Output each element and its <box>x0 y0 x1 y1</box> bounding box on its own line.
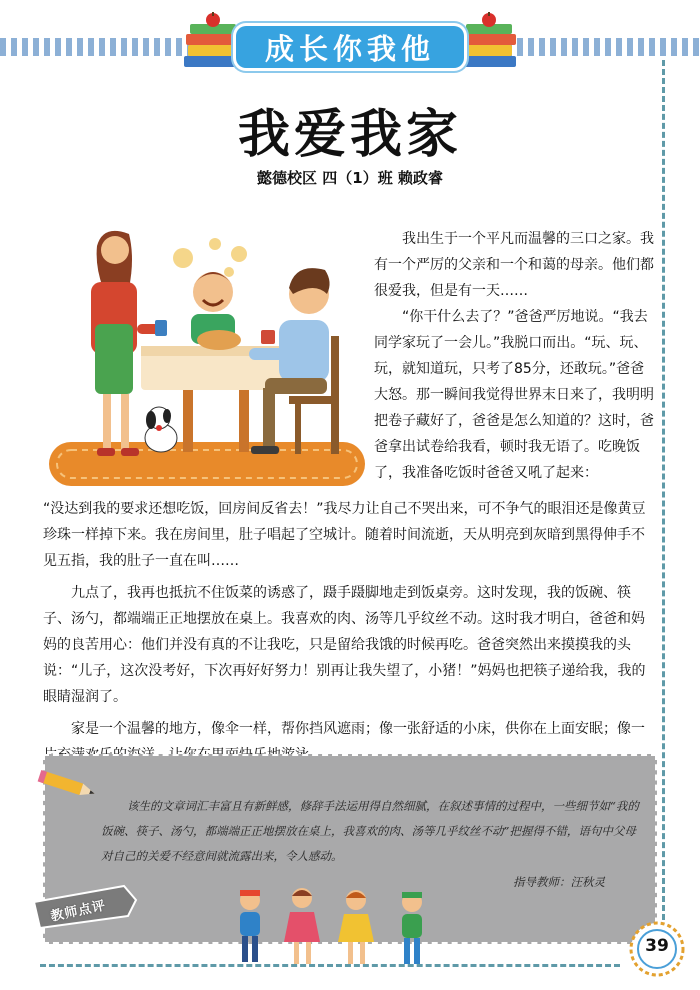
review-label: 教师点评 <box>49 898 108 925</box>
article-byline: 懿德校区 四（1）班 赖政睿 <box>257 169 443 187</box>
paragraph: 我出生于一个平凡而温馨的三口之家。我有一个严厉的父亲和一个和蔼的母亲。他们都很爱我，但是有一天…… <box>374 231 654 299</box>
pencil-icon <box>36 768 100 802</box>
paragraph-continuation: “没达到我的要求还想吃饭，回房间反省去！”我尽力让自己不哭出来，可不争气的眼泪还是像黄豆珍珠一样掉下来。我在房间里，肚子唱起了空城计。随着时间流逝，天从明亮到灰暗到黑得伸手不见五指，我的肚子一直在叫…… <box>43 501 646 569</box>
kids-illustration <box>228 884 440 974</box>
paragraph: 九点了，我再也抵抗不住饭菜的诱惑了，蹑手蹑脚地走到饭桌旁。这时发现，我的饭碗、筷子、汤勺，都端端正正地摆放在桌上。我喜欢的肉、汤等几乎纹丝不动。这时我才明白，爸爸和妈妈的良苦用心：他们并没有真的不让我吃，只是留给我饿的时候再吃。爸爸突然出来摸摸我的头说：“儿子，这次没考好，下次再好好努力！别再让我失望了，小猪！”妈妈也把筷子递给我，我的眼睛湿润了。 <box>43 585 646 705</box>
banner-title: 成长你我他 <box>264 31 435 66</box>
page-number: 39 <box>645 936 669 956</box>
article-title: 我爱我家 <box>237 104 462 165</box>
side-text-block <box>374 226 656 486</box>
review-teacher: 指导教师：汪秋灵 <box>513 875 605 889</box>
review-comment: 该生的文章词汇丰富且有新鲜感，修辞手法运用得自然细腻，在叙述事情的过程中，一些细节如“我的饭碗、筷子、汤勺，都端端正正地摆放在桌上，我喜欢的肉、汤等几乎纹丝不动”把握得不错，语句中父母对自己的关爱不经意间就流露出来，令人感动。 <box>101 799 639 863</box>
paragraph: 家是一个温馨的地方，像伞一样，帮你挡风遮雨；像一张舒适的小床，供你在上面安眠；像一 <box>71 721 645 737</box>
page-border-right <box>662 60 665 920</box>
full-text-block <box>43 496 657 768</box>
section-banner <box>236 26 464 68</box>
family-dinner-illustration <box>43 228 375 488</box>
paragraph: “你干什么去了？”爸爸严厉地说。“我去同学家玩了一会儿。”我脱口而出。“玩、玩、玩，就知道玩，只考了85分，还敢玩。”爸爸大怒。那一瞬间我觉得世界末日来了，我明明把卷子藏好了，爸爸是怎么知道的？这时，爸爸拿出试卷给我看，顿时我无语了。吃晚饭了，我准备吃饭时爸爸又吼了起来： <box>374 309 654 481</box>
